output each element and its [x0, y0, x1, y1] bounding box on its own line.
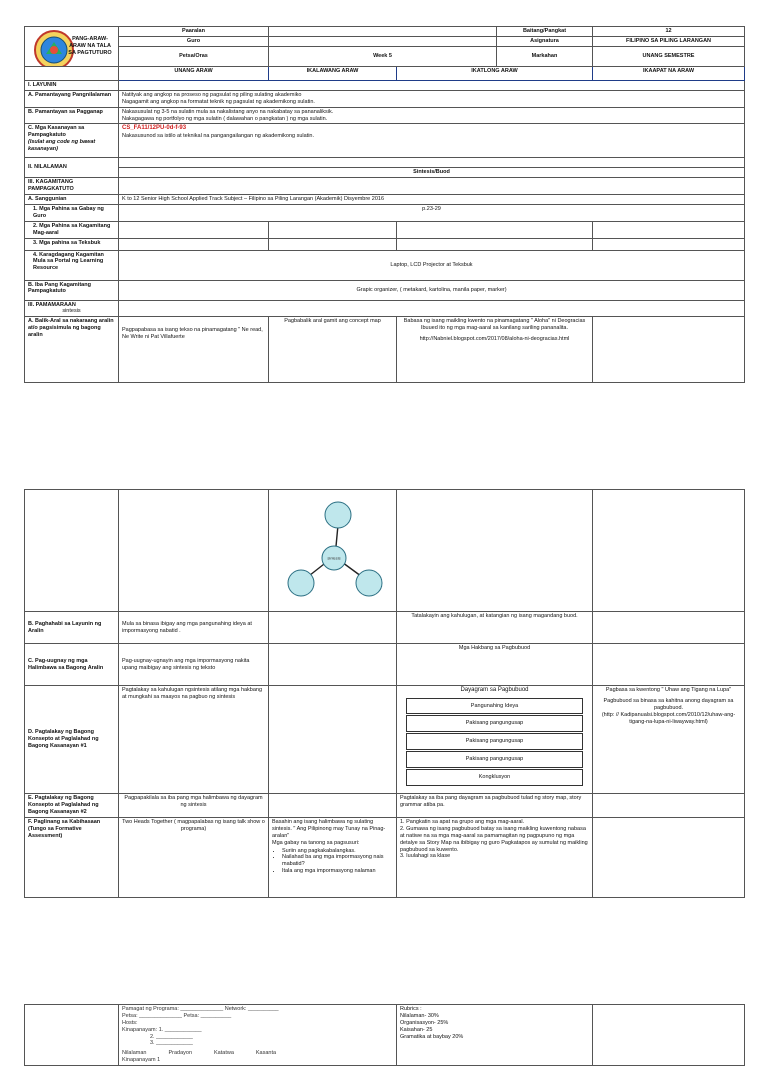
- lesson-log-table-middle: [24, 489, 745, 898]
- paglinang-day3-list: [400, 819, 589, 860]
- paglinang-day2-intro: Basahin ang isang halimbawa ng sulating sintesis. " Ang Pilipinong may Tunay na Pinag-aralan" Mga gabay na tanong sa pagsusuri:: [272, 819, 386, 846]
- nilalaman: Sintesis/Buod: [119, 168, 745, 178]
- pagtalakay2-day3: Pagtalakay sa iba pang dayagram sa pagbubuod tulad ng story map, story grammar atiba pa.: [397, 794, 593, 818]
- dayagram-title: Dayagram sa Pagbubuod: [460, 687, 529, 693]
- guro-label: Guro: [119, 37, 269, 47]
- concept-map-diagram: [283, 499, 383, 599]
- concept-node-top: [325, 502, 351, 528]
- paglinang-day3-cell: [397, 818, 593, 898]
- gabay-label: 1. Mga Pahina sa Gabay ng Guro: [25, 205, 119, 222]
- pagtalakay2-day1: Pagpapakilala sa iba pang mga halimbawa ng dayagram ng sintesis: [119, 794, 269, 818]
- asignatura-label: Asignatura: [497, 37, 593, 47]
- list-item: 1. Pangkatin sa apat na grupo ang mga mag-aaral.: [400, 819, 525, 825]
- list-item: 2. Gumawa ng isang pagbubuod batay sa isang maikling kuwentong nabasa at natiwe na sa mga mag-aaral sa pamamagitan ng pagpupuno ng mga detalye sa Story Map na ibibigay ng guro Pagkatapos ay sumulat ng maikling pagbubuod sa kuwento.: [400, 825, 588, 853]
- pag-uugnay-day1: Pag-uugnay-ugnayin ang mga impormasyong nakita upang maibigay ang sintesis ng teksto: [119, 644, 269, 686]
- kasanayan-label: C. Mga Kasanayan sa Pampagkatuto: [28, 125, 85, 139]
- paghahabi-day3: Tatalakayin ang kahulugan, at katangian ng isang magandang buod.: [397, 612, 593, 644]
- pagtalakay1-day1: Pagtalakay sa kahulugan ngsintesis atilang mga hakbang at mungkahi sa maayos na pagbuo ng sintesis: [119, 686, 269, 794]
- pamamaraan-label: III. PAMAMARAAN: [28, 301, 76, 308]
- day-header-1: UNANG ARAW: [119, 67, 269, 81]
- pagtalakay1-day4-cell: [593, 686, 745, 794]
- paglinang-day1: Two Heads Together ( magpapalabas ng isang talk show o programa): [119, 818, 269, 898]
- dayagram-box-2: Pakisang pangungusap: [406, 715, 583, 732]
- paaralan-value: [269, 27, 497, 37]
- markahan-value: UNANG SEMESTRE: [593, 47, 745, 67]
- kasanayan-label-cell: [25, 124, 119, 158]
- kasanayan-sub: (Isulat ang code ng bawat kasanayan): [28, 139, 96, 152]
- list-item: Kaisahan- 25: [400, 1026, 433, 1033]
- paglinang-label-cell: [25, 818, 119, 898]
- sanggunian: K to 12 Senior High School Applied Track Subject – Filipino sa Piling Larangan (Akademik) Disyembre 2016: [119, 195, 745, 205]
- list-item: 3. Iuulahagi sa klase: [400, 853, 451, 860]
- balik-aral-day2: Pagbabalik aral gamit ang concept map: [269, 317, 397, 383]
- pamamaraan-label-cell: [25, 300, 119, 317]
- concept-map-cell: [269, 490, 397, 612]
- asignatura-value: FILIPINO SA PILING LARANGAN: [593, 37, 745, 47]
- paglinang-label: F. Paglinang sa Kabihasaan: [28, 819, 101, 825]
- list-item: • Itala ang mga impormasyong nalaman: [282, 868, 393, 875]
- pagtalakay1-label: D. Pagtalakay ng Bagong Konsepto at Paglalahad ng Bagong Kasanayan #1: [25, 686, 119, 794]
- karagdagang-label: 4. Karagdagang Kagamitan Mula sa Portal ng Learning Resource: [25, 250, 119, 280]
- paghahabi-day1: Mula sa binasa ibigay ang mga pangunahing ideya at impormasyong nabatid .: [119, 612, 269, 644]
- balik-aral-day3: Babasa ng isang maikling kwento na pinamagatang " Aloha" ni Deogracias Ibuued ito ng mga mag-aaral sa kanilang sariling pananalita.: [403, 318, 586, 332]
- rubrics-cell: [397, 1005, 593, 1066]
- list-item: Nilalaman- 30%: [400, 1012, 439, 1019]
- baitang-value: 12: [593, 27, 745, 37]
- paghahabi-label: B. Paghahabi sa Layunin ng Aralin: [25, 612, 119, 644]
- balik-aral-day1: Pagpapabasa sa isang tekso na pinamagatang " Ne read, Ne Write ni Pat Villafuerte: [119, 317, 269, 383]
- paaralan-label: Paaralan: [119, 27, 269, 37]
- kagamitang-label: III. KAGAMITANG PAMPAGKATUTO: [25, 178, 119, 195]
- sanggunian-label: A. Sanggunian: [25, 195, 119, 205]
- day-header-3: IKATLONG ARAW: [397, 67, 593, 81]
- kasanayan-code: CS_FA11/12PU-0d-f-93: [122, 125, 187, 132]
- concept-node-right: [356, 570, 382, 596]
- pamantayang-pangnilalaman-label: A. Pamantayang Pangnilalaman: [25, 90, 119, 107]
- kagamitang-magaaral-label: 2. Mga Pahina sa Kagamitang Mag-aaral: [25, 221, 119, 238]
- concept-node-left: [288, 570, 314, 596]
- school-title: PANG-ARAW-ARAW NA TALA SA PAGTUTURO: [25, 27, 119, 67]
- kasanayan-text: Nakasusunod sa istilo at teknikal na pangangailangan ng akademikong sulatin.: [122, 132, 315, 139]
- day-header-4: IKAAPAT NA ARAW: [593, 67, 745, 81]
- list-item: • Nailahad ba ang mga impormasyong nais mabatid?: [282, 854, 393, 868]
- paglinang-day2-cell: [269, 818, 397, 898]
- iba-pang-label: B. Iba Pang Kagamitang Pampagkatuto: [25, 280, 119, 300]
- rubrics-title: Rubrics :: [400, 1006, 422, 1012]
- nilalaman-label: II. NILALAMAN: [25, 158, 119, 178]
- dayagram-box-3: Pakisang pangungusap: [406, 733, 583, 750]
- dayagram-box-5: Kongklusyon: [406, 769, 583, 786]
- guro-value: [269, 37, 497, 47]
- lesson-log-table-bottom: [24, 1004, 745, 1066]
- day-header-blank: [25, 67, 119, 81]
- day-header-2: IKALAWANG ARAW: [269, 67, 397, 81]
- dayagram-box-1: Pangunahing Ideya: [406, 698, 583, 715]
- pagtalakay1-day4c[interactable]: (http: // Kadipanualsi.blogspot.com/2010/12/uhaw-ang-tigang-na-lupa-ni-liwayway.html): [601, 711, 736, 725]
- layunin-label: I. LAYUNIN: [25, 81, 119, 91]
- lesson-log-table-top: [24, 26, 745, 383]
- sintesis-label: sintesis: [62, 308, 81, 315]
- bottom-table-viewport: [0, 1004, 768, 1064]
- pamantayan-pagganap-label: B. Pamantayan sa Pagganap: [25, 107, 119, 124]
- pag-uugnay-day3: Mga Hakbang sa Pagbubuod: [397, 644, 593, 686]
- baitang-label: Baitang/Pangkat: [497, 27, 593, 37]
- concept-center-label: sintesis: [326, 555, 341, 561]
- dayagram-box-4: Pakisang pangungusap: [406, 751, 583, 768]
- dayagram-cell: [397, 686, 593, 794]
- petsa-value: Week 5: [269, 47, 497, 67]
- markahan-label: Markahan: [497, 47, 593, 67]
- karagdagang: Laptop, LCD Projector at Teksbuk: [119, 250, 745, 280]
- pagtalakay2-label: E. Pagtalakay ng Bagong Konsepto at Paglalahad ng Bagong Kasanayan #2: [25, 794, 119, 818]
- pagtalakay1-day4b: Pagbubuod sa binasa sa kahitna anong dayagram sa pagbubuod.: [603, 697, 734, 711]
- petsa-label: Petsa/Oras: [119, 47, 269, 67]
- teksbuk-label: 3. Mga pahina sa Teksbuk: [25, 238, 119, 250]
- list-item: Organisasyon- 25%: [400, 1019, 449, 1026]
- gabay: p.23-29: [119, 205, 745, 222]
- kasanayan-cell: [119, 124, 745, 158]
- iba-pang: Grapic organizer, ( metakard, kartolina, manila paper, marker): [119, 280, 745, 300]
- balik-aral-day3-cell: [397, 317, 593, 383]
- pamantayan-pagganap: Nakasusulat ng 3-5 na sulatin mula sa nakalistang anyo na nakabatay sa pananaliksik. Nakagagawa ng portfolyo ng mga sulatin ( dalawahan o pangkatan ) ng mga sulatin.: [119, 107, 745, 124]
- pagtalakay1-day4a: Pagbasa sa kwentong " Uhaw ang Tigang na Lupa": [605, 687, 732, 693]
- list-item: • Suriin ang pagkakabalangkas.: [282, 848, 393, 855]
- program-form: Pamagat ng Programa: ______________ Network: __________ Petsa: ______________ Petsa: __________ Hosts: Kinapanayam: 1. ____________ 2. ____________ 3. ____________ Nilalaman Pradayon Katatwa Kasanta Kinapanayam 1: [119, 1005, 397, 1066]
- pag-uugnay-label: C. Pag-uugnay ng mga Halimbawa sa Bagong Aralin: [25, 644, 119, 686]
- paglinang-day2-list: [282, 848, 393, 876]
- list-item: Gramatika at baybay 20%: [400, 1033, 464, 1040]
- paglinang-sub: (Tungo sa Formative Assessment): [28, 825, 82, 839]
- pamantayang-pangnilalaman: Natityak ang angkop na proseso ng pagsulat ng piling sulating akademiko Nagagamit ang angkop na formatat teknik ng pagsulat ng akademikong sulatin.: [119, 90, 745, 107]
- balik-aral-day3-link[interactable]: http://Nabniel.blogspot.com/2017/08/aloha-ni-deogracias.html: [419, 336, 570, 342]
- balik-aral-label: A. Balik-Aral sa nakaraang aralin at/o pagsisimula ng bagong aralin: [25, 317, 119, 383]
